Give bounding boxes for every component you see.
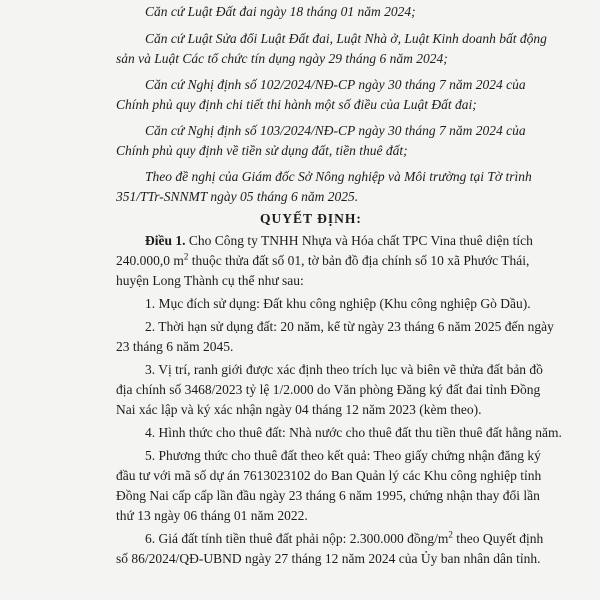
recital-decree-102: Căn cứ Nghị định số 102/2024/NĐ-CP ngày 30 tháng 7 năm 2024 của <box>145 77 526 92</box>
recital-decree-103: Căn cứ Nghị định số 103/2024/NĐ-CP ngày 30 tháng 7 năm 2024 của <box>145 123 526 138</box>
recital-decree-102-cont: Chính phủ quy định chi tiết thi hành một số điều của Luật Đất đai; <box>116 97 477 112</box>
decision-title: QUYẾT ĐỊNH: <box>260 211 362 226</box>
price-unit-superscript: 2 <box>448 529 453 540</box>
area-value: 240.000,0 m <box>116 253 184 268</box>
recital-land-law: Căn cứ Luật Đất đai ngày 18 tháng 01 năm 2024; <box>145 4 416 19</box>
recital-amended-law-cont: sản và Luật Các tổ chức tín dụng ngày 29 tháng 6 năm 2024; <box>116 51 448 66</box>
item-5-lease-method: 5. Phương thức cho thuê đất theo kết quả: Theo giấy chứng nhận đăng ký <box>145 448 541 463</box>
item-3-location: 3. Vị trí, ranh giới được xác định theo trích lục và biên vẽ thửa đất bản đồ <box>145 362 543 377</box>
article-1-line-3: huyện Long Thành cụ thể như sau: <box>116 273 304 288</box>
land-price-ref: theo Quyết định <box>452 531 544 546</box>
item-2-duration: 2. Thời hạn sử dụng đất: 20 năm, kể từ ngày 23 tháng 6 năm 2025 đến ngày <box>145 319 554 334</box>
article-1-label: Điều 1. <box>145 233 186 248</box>
item-6-land-price <box>145 529 543 549</box>
area-unit-superscript: 2 <box>183 251 189 262</box>
item-6-land-price-cont: số 86/2024/QĐ-UBND ngày 27 tháng 12 năm 2024 của Ủy ban nhân dân tỉnh. <box>116 551 541 566</box>
recital-decree-103-cont: Chính phủ quy định về tiền sử dụng đất, tiền thuê đất; <box>116 143 408 158</box>
article-1-text: Cho Công ty TNHH Nhựa và Hóa chất TPC Vina thuê diện tích <box>188 233 533 248</box>
item-1-purpose: 1. Mục đích sử dụng: Đất khu công nghiệp (Khu công nghiệp Gò Dầu). <box>145 296 531 311</box>
area-location: thuộc thửa đất số 01, tờ bản đồ địa chính số 10 xã Phước Thái, <box>188 253 530 268</box>
item-4-lease-form: 4. Hình thức cho thuê đất: Nhà nước cho thuê đất thu tiền thuê đất hằng năm. <box>145 425 562 440</box>
item-2-duration-cont: 23 tháng 6 năm 2045. <box>116 339 234 354</box>
item-5-lease-method-cont-2: Đồng Nai cấp cấp lần đầu ngày 23 tháng 6 năm 1995, chứng nhận thay đổi lần <box>116 488 540 503</box>
item-3-location-cont-1: địa chính số 3468/2023 tỷ lệ 1/2.000 do Văn phòng Đăng ký đất đai tỉnh Đồng <box>116 382 541 397</box>
recital-proposal: Theo đề nghị của Giám đốc Sở Nông nghiệp và Môi trường tại Tờ trình <box>145 169 532 184</box>
article-1-line-1 <box>145 231 533 251</box>
item-5-lease-method-cont-3: thứ 13 ngày 06 tháng 01 năm 2022. <box>116 508 308 523</box>
land-price-text: 6. Giá đất tính tiền thuê đất phải nộp: 2.300.000 đồng/m <box>145 531 449 546</box>
item-5-lease-method-cont-1: đầu tư với mã số dự án 7613023102 do Ban Quản lý các Khu công nghiệp tỉnh <box>116 468 542 483</box>
item-3-location-cont-2: Nai xác lập và ký xác nhận ngày 04 tháng 12 năm 2023 (kèm theo). <box>116 402 482 417</box>
recital-proposal-cont: 351/TTr-SNNMT ngày 05 tháng 6 năm 2025. <box>116 189 359 204</box>
article-1-line-2 <box>116 251 529 271</box>
recital-amended-law: Căn cứ Luật Sửa đổi Luật Đất đai, Luật Nhà ở, Luật Kinh doanh bất động <box>145 31 547 46</box>
